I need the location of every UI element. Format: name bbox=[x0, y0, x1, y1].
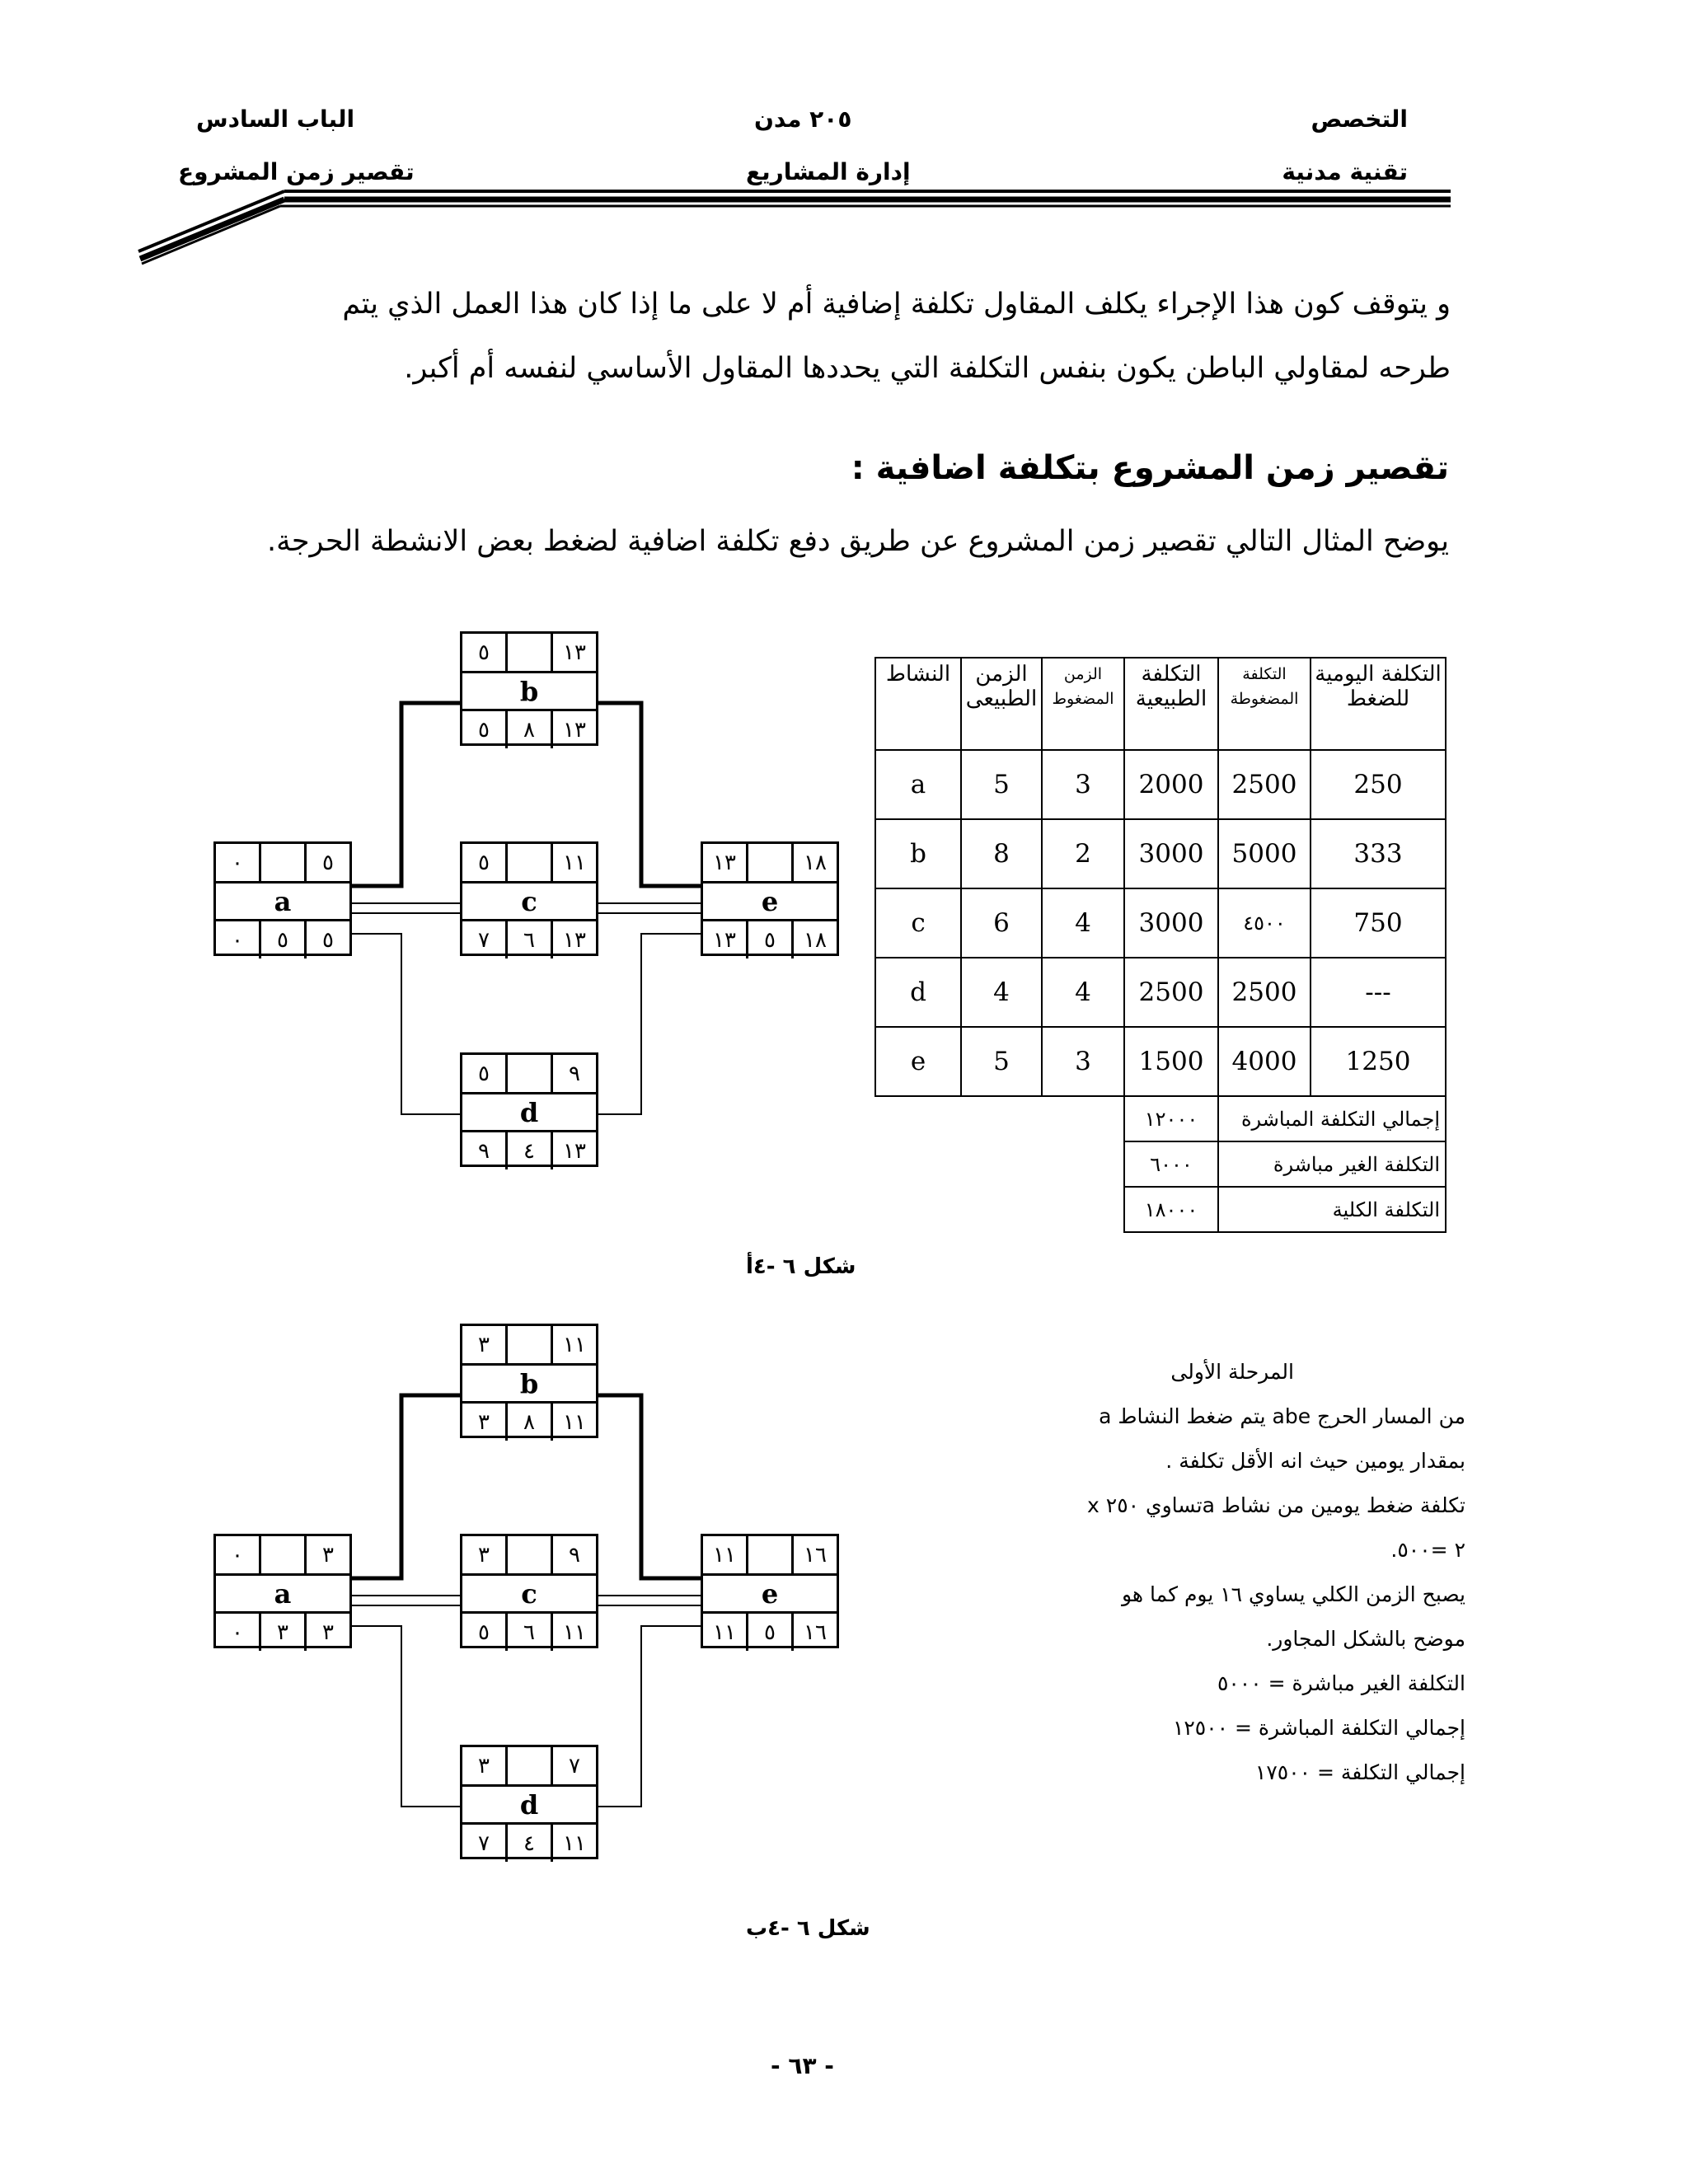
network-b-node-b bbox=[460, 1324, 598, 1438]
node-duration: ٤ bbox=[505, 1132, 551, 1169]
node-activity-name: a bbox=[216, 1573, 349, 1614]
network-b-node-a bbox=[213, 1534, 352, 1648]
node-late-finish: ١٣ bbox=[551, 921, 596, 958]
node-late-finish: ١٣ bbox=[551, 711, 596, 748]
node-late-start: ٥ bbox=[478, 1619, 490, 1645]
network-b-node-c bbox=[460, 1534, 598, 1648]
node-blank bbox=[259, 1536, 304, 1573]
cell-crash-cost: 4000 bbox=[1218, 1027, 1311, 1096]
node-early-start: ٠ bbox=[232, 850, 243, 875]
phase1-line-4: ٢ =٥٠٠. bbox=[1390, 1538, 1465, 1562]
cell-crash-time: 3 bbox=[1042, 750, 1124, 819]
node-early-start: ٠ bbox=[232, 1542, 243, 1568]
phase1-line-9: إجمالي التكلفة = ١٧٥٠٠ bbox=[1254, 1760, 1465, 1784]
node-early-start: ٣ bbox=[478, 1753, 490, 1779]
header-normal-cost: التكلفة الطبيعية bbox=[1124, 658, 1218, 750]
cell-normal-cost: 3000 bbox=[1124, 888, 1218, 958]
cell-normal-time: 5 bbox=[961, 1027, 1042, 1096]
node-blank bbox=[746, 1536, 791, 1573]
node-early-start: ٥ bbox=[478, 640, 490, 665]
node-late-finish: ١١ bbox=[551, 1404, 596, 1441]
network-b-node-d bbox=[460, 1745, 598, 1859]
cell-activity: c bbox=[875, 888, 961, 958]
cell-crash-cost: 2500 bbox=[1218, 958, 1311, 1027]
cell-normal-cost: 2500 bbox=[1124, 958, 1218, 1027]
node-activity-name: e bbox=[703, 1573, 837, 1614]
node-blank bbox=[505, 1747, 551, 1784]
node-early-finish: ٥ bbox=[304, 844, 349, 881]
node-duration: ٤ bbox=[505, 1825, 551, 1862]
node-activity-name: c bbox=[462, 881, 596, 921]
cost-table bbox=[874, 657, 1447, 1233]
cell-normal-time: 4 bbox=[961, 958, 1042, 1027]
node-activity-name: b bbox=[462, 1363, 596, 1404]
node-early-finish: ٣ bbox=[304, 1536, 349, 1573]
node-blank bbox=[505, 1536, 551, 1573]
total-indirect-value: ٦٠٠٠ bbox=[1124, 1141, 1218, 1187]
cell-normal-cost: 2000 bbox=[1124, 750, 1218, 819]
figure-b-caption: شكل ٦ -٤ب bbox=[746, 1916, 870, 1941]
phase1-line-5: يصبح الزمن الكلي يساوي ١٦ يوم كما هو bbox=[1121, 1582, 1465, 1606]
intro-line-1: و يتوقف كون هذا الإجراء يكلف المقاول تكلفة إضافية أم لا على ما إذا كان هذا العمل الذي يتم bbox=[342, 288, 1451, 321]
cell-daily-cost: --- bbox=[1311, 958, 1446, 1027]
node-early-finish: ١٣ bbox=[551, 634, 596, 671]
node-early-start: ٥ bbox=[478, 850, 490, 875]
cell-activity: d bbox=[875, 958, 961, 1027]
node-blank bbox=[746, 844, 791, 881]
network-a-node-d bbox=[460, 1052, 598, 1167]
cell-activity: b bbox=[875, 819, 961, 888]
phase1-line-3: تكلفة ضغط يومين من نشاط aتساوي ٢٥٠ x bbox=[1087, 1493, 1465, 1517]
phase1-line-2: بمقدار يومين حيث انه الأقل تكلفة . bbox=[1165, 1449, 1465, 1473]
node-early-start: ١١ bbox=[713, 1542, 736, 1568]
total-direct-value: ١٢٠٠٠ bbox=[1124, 1096, 1218, 1141]
cell-activity: e bbox=[875, 1027, 961, 1096]
node-duration: ٦ bbox=[505, 1614, 551, 1651]
node-late-finish: ٣ bbox=[304, 1614, 349, 1651]
node-activity-name: a bbox=[216, 881, 349, 921]
section-description: يوضح المثال التالي تقصير زمن المشروع عن طريق دفع تكلفة اضافية لضغط بعض الانشطة الحرجة. bbox=[267, 525, 1449, 558]
network-a-node-a bbox=[213, 841, 352, 956]
header-normal-time: الزمن الطبيعى bbox=[961, 658, 1042, 750]
header-crash-time: الزمن المضغوط bbox=[1042, 658, 1124, 750]
node-duration: ٦ bbox=[505, 921, 551, 958]
network-b-node-e bbox=[701, 1534, 839, 1648]
header-specialty-label: التخصص bbox=[1311, 105, 1408, 133]
header-activity: النشاط bbox=[875, 658, 961, 750]
node-early-finish: ١٦ bbox=[791, 1536, 837, 1573]
node-duration: ٣ bbox=[259, 1614, 304, 1651]
phase1-line-8: إجمالي التكلفة المباشرة = ١٢٥٠٠ bbox=[1172, 1716, 1465, 1740]
phase1-line-7: التكلفة الغير مباشرة = ٥٠٠٠ bbox=[1217, 1671, 1465, 1695]
cell-crash-time: 3 bbox=[1042, 1027, 1124, 1096]
network-a-node-e bbox=[701, 841, 839, 956]
node-early-start: ٣ bbox=[478, 1542, 490, 1568]
phase1-line-6: موضح بالشكل المجاور. bbox=[1266, 1627, 1465, 1651]
node-duration: ٥ bbox=[746, 921, 791, 958]
node-late-start: ٣ bbox=[478, 1409, 490, 1435]
node-activity-name: b bbox=[462, 671, 596, 711]
table-row bbox=[875, 750, 1446, 819]
totals-row-indirect bbox=[875, 1141, 1446, 1187]
node-late-start: ٧ bbox=[478, 927, 490, 953]
node-late-start: ٠ bbox=[232, 927, 243, 953]
cell-normal-cost: 3000 bbox=[1124, 819, 1218, 888]
node-late-start: ٥ bbox=[478, 717, 490, 743]
node-early-finish: ١١ bbox=[551, 1326, 596, 1363]
node-activity-name: d bbox=[462, 1092, 596, 1132]
phase1-line-1: من المسار الحرج abe يتم ضغط النشاط a bbox=[1099, 1404, 1465, 1428]
node-activity-name: e bbox=[703, 881, 837, 921]
cell-crash-cost: ٤٥٠٠ bbox=[1218, 888, 1311, 958]
network-a-node-b bbox=[460, 631, 598, 746]
page-number: - ٦٣ - bbox=[771, 2052, 834, 2079]
node-duration: ٥ bbox=[746, 1614, 791, 1651]
node-late-finish: ١٨ bbox=[791, 921, 837, 958]
total-cost-label: التكلفة الكلية bbox=[1218, 1187, 1446, 1232]
table-row bbox=[875, 888, 1446, 958]
node-late-start: ٧ bbox=[478, 1830, 490, 1856]
totals-row-total bbox=[875, 1187, 1446, 1232]
node-late-start: ١٣ bbox=[713, 927, 736, 953]
table-row bbox=[875, 819, 1446, 888]
table-row bbox=[875, 1027, 1446, 1096]
node-late-start: ٠ bbox=[232, 1619, 243, 1645]
header-course-code: ٢٠٥ مدن bbox=[754, 105, 852, 133]
node-late-finish: ١٦ bbox=[791, 1614, 837, 1651]
total-cost-value: ١٨٠٠٠ bbox=[1124, 1187, 1218, 1232]
node-duration: ٥ bbox=[259, 921, 304, 958]
node-early-finish: ١٨ bbox=[791, 844, 837, 881]
phase1-title: المرحلة الأولى bbox=[1170, 1360, 1294, 1384]
cell-daily-cost: 750 bbox=[1311, 888, 1446, 958]
cell-normal-time: 5 bbox=[961, 750, 1042, 819]
node-early-finish: ١١ bbox=[551, 844, 596, 881]
cell-activity: a bbox=[875, 750, 961, 819]
cell-daily-cost: 1250 bbox=[1311, 1027, 1446, 1096]
cell-crash-cost: 2500 bbox=[1218, 750, 1311, 819]
intro-line-2: طرحه لمقاولي الباطن يكون بنفس التكلفة التي يحددها المقاول الأساسي لنفسه أم أكبر. bbox=[404, 352, 1451, 385]
node-blank bbox=[505, 634, 551, 671]
node-late-start: ١١ bbox=[713, 1619, 736, 1645]
header-specialty-value: تقنية مدنية bbox=[1282, 158, 1408, 185]
node-early-start: ٣ bbox=[478, 1332, 490, 1357]
header-crash-cost: التكلفة المضغوطة bbox=[1218, 658, 1311, 750]
cell-crash-time: 4 bbox=[1042, 958, 1124, 1027]
header-chapter-label: الباب السادس bbox=[196, 105, 355, 133]
node-duration: ٨ bbox=[505, 1404, 551, 1441]
node-activity-name: c bbox=[462, 1573, 596, 1614]
total-indirect-label: التكلفة الغير مباشرة bbox=[1218, 1141, 1446, 1187]
section-title: تقصير زمن المشروع بتكلفة اضافية : bbox=[851, 449, 1449, 487]
node-late-start: ٩ bbox=[478, 1138, 490, 1164]
node-blank bbox=[505, 844, 551, 881]
node-early-finish: ٩ bbox=[551, 1536, 596, 1573]
cell-crash-time: 4 bbox=[1042, 888, 1124, 958]
totals-row-direct bbox=[875, 1096, 1446, 1141]
header-daily-cost: التكلفة اليومية للضغط bbox=[1311, 658, 1446, 750]
node-late-finish: ١٣ bbox=[551, 1132, 596, 1169]
total-direct-label: إجمالي التكلفة المباشرة bbox=[1218, 1096, 1446, 1141]
cell-daily-cost: 333 bbox=[1311, 819, 1446, 888]
cell-crash-cost: 5000 bbox=[1218, 819, 1311, 888]
node-blank bbox=[505, 1055, 551, 1092]
node-activity-name: d bbox=[462, 1784, 596, 1825]
cell-crash-time: 2 bbox=[1042, 819, 1124, 888]
node-duration: ٨ bbox=[505, 711, 551, 748]
figure-a-caption: شكل ٦ -٤أ bbox=[746, 1254, 856, 1279]
node-late-finish: ١١ bbox=[551, 1614, 596, 1651]
cell-normal-time: 8 bbox=[961, 819, 1042, 888]
header-chapter-title: تقصير زمن المشروع bbox=[178, 158, 415, 185]
cell-normal-cost: 1500 bbox=[1124, 1027, 1218, 1096]
node-late-finish: ١١ bbox=[551, 1825, 596, 1862]
cell-normal-time: 6 bbox=[961, 888, 1042, 958]
node-early-start: ١٣ bbox=[713, 850, 736, 875]
node-early-start: ٥ bbox=[478, 1061, 490, 1086]
node-late-finish: ٥ bbox=[304, 921, 349, 958]
cell-daily-cost: 250 bbox=[1311, 750, 1446, 819]
node-blank bbox=[505, 1326, 551, 1363]
node-early-finish: ٩ bbox=[551, 1055, 596, 1092]
node-blank bbox=[259, 844, 304, 881]
header-course-name: إدارة المشاريع bbox=[746, 158, 911, 185]
node-early-finish: ٧ bbox=[551, 1747, 596, 1784]
network-a-node-c bbox=[460, 841, 598, 956]
table-row bbox=[875, 958, 1446, 1027]
